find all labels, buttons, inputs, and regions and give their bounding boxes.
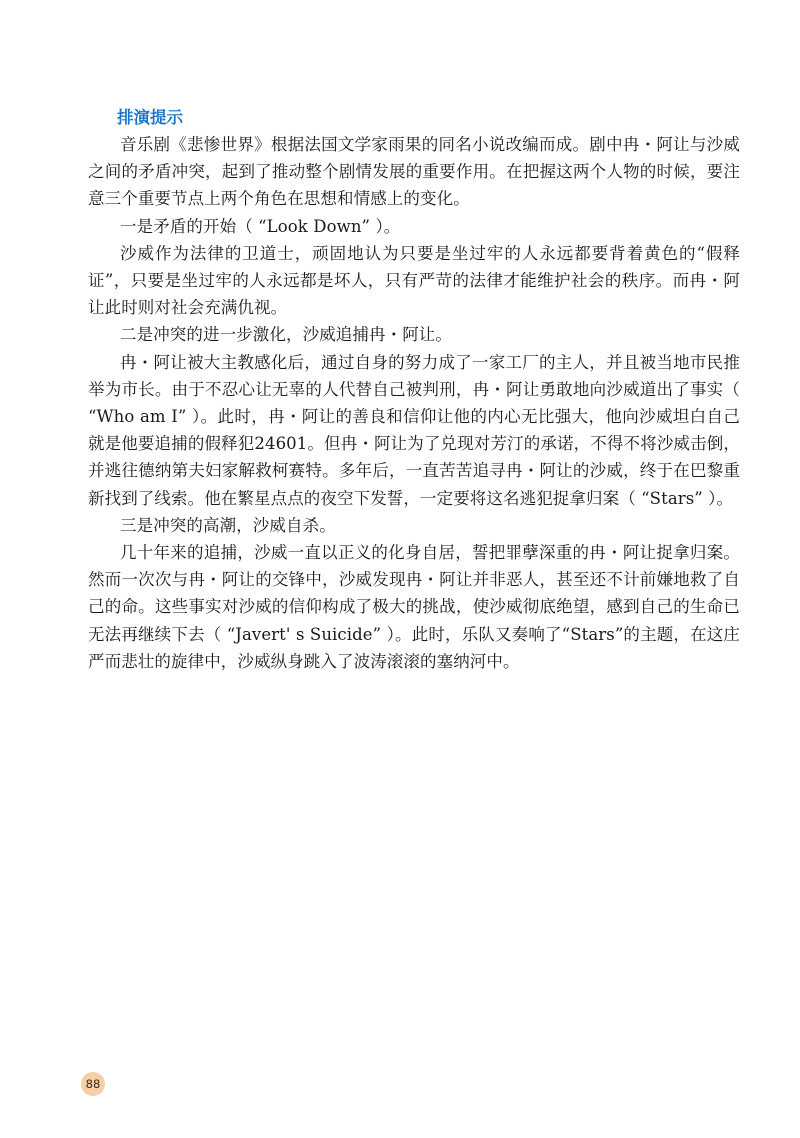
paragraph-javert-suicide: 几十年来的追捕，沙威一直以正义的化身自居，誓把罪孽深重的冉・阿让捉拿归案。然而一次次与冉・阿让的交锋中，沙威发现冉・阿让并非恶人，甚至还不计前嫌地救了自己的命。这些事实对沙威的信仰构成了极大的挑战，使沙威彻底绝望，感到自己的生命已无法再继续下去（ “Javert' s Suicide” ）。此时，乐队又奏响了“Stars”的主题，在这庄严而悲壮的旋律中，沙威纵身跳入了波涛滚滚的塞纳河中。 <box>88 543 740 671</box>
page-content <box>88 104 740 675</box>
paragraph-javert-law: 沙威作为法律的卫道士，顽固地认为只要是坐过牢的人永远都要背着黄色的“假释证”，只要是坐过牢的人永远都是坏人，只有严苛的法律才能维护社会的秩序。而冉・阿让此时则对社会充满仇视。 <box>88 243 740 318</box>
paragraph-point-one: 一是矛盾的开始（ “Look Down” ）。 <box>120 216 401 236</box>
paragraph-point-three: 三是冲突的高潮，沙威自杀。 <box>120 515 336 535</box>
paragraph-intro: 音乐剧《悲惨世界》根据法国文学家雨果的同名小说改编而成。剧中冉・阿让与沙威之间的矛盾冲突，起到了推动整个剧情发展的重要作用。在把握这两个人物的时候，要注意三个重要节点上两个角色在思想和情感上的变化。 <box>88 135 740 209</box>
section-heading: 排演提示 <box>117 108 183 127</box>
page-number-badge: 88 <box>81 1072 105 1096</box>
paragraph-point-two: 二是冲突的进一步激化，沙威追捕冉・阿让。 <box>120 325 452 345</box>
paragraph-valjean-mayor: 冉・阿让被大主教感化后，通过自身的努力成了一家工厂的主人，并且被当地市民推举为市长。由于不忍心让无辜的人代替自己被判刑，冉・阿让勇敢地向沙威道出了事实（ “Who am I” ）。此时，冉・阿让的善良和信仰让他的内心无比强大，他向沙威坦白自己就是他要追捕的假释犯24601。但冉・阿让为了兑现对芳汀的承诺，不得不将沙威击倒，并逃往德纳第夫妇家解救柯赛特。多年后，一直苦苦追寻冉・阿让的沙威，终于在巴黎重新找到了线索。他在繁星点点的夜空下发誓，一定要将这名逃犯捉拿归案（ “Stars” ）。 <box>88 352 740 508</box>
